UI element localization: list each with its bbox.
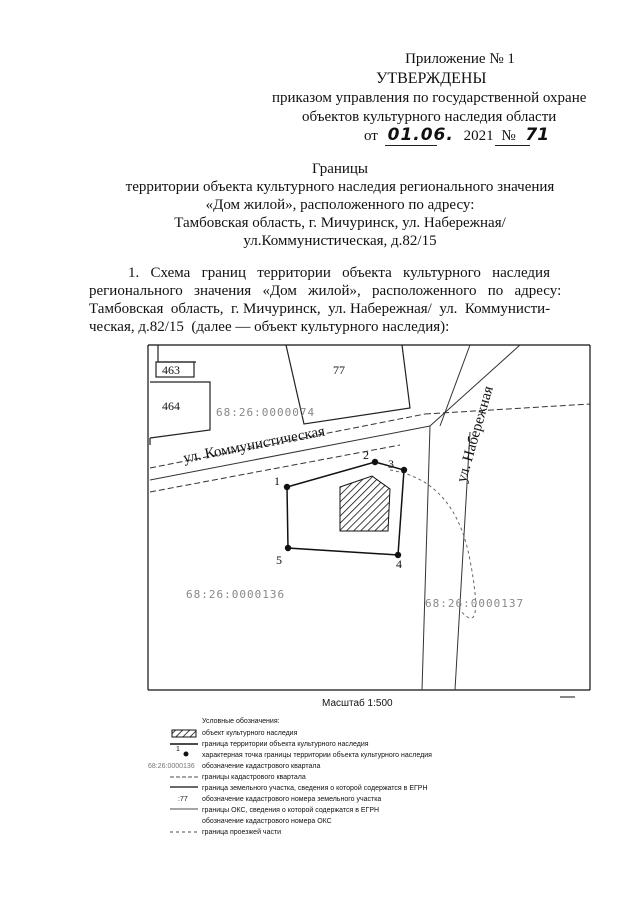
- cadastral-quarter-top: 68:26:0000074: [216, 406, 316, 419]
- legend-item-8: границы ОКС, сведения о которой содержатся в ЕГРН: [202, 807, 380, 814]
- map-scale: Масштаб 1:500: [322, 698, 393, 709]
- legend-symbol-1: 1: [176, 746, 180, 753]
- legend-symbols: [170, 730, 198, 832]
- title-line-5: ул.Коммунистическая, д.82/15: [243, 233, 437, 249]
- boundary-point-5: [285, 545, 291, 551]
- legend-symbol-quarter: 68:26:0000136: [148, 763, 195, 770]
- paragraph-line-3: Тамбовская область, г. Мичуринск, ул. Набережная/ ул. Коммунисти-: [89, 301, 551, 317]
- title-line-4: Тамбовская область, г. Мичуринск, ул. Набережная/: [174, 215, 506, 231]
- paragraph-line-2: регионального значения «Дом жилой», расположенного по адресу:: [89, 283, 562, 299]
- neighbour-parcels: [150, 345, 410, 445]
- boundary-point-1: [284, 484, 290, 490]
- legend-item-6: граница земельного участка, сведения о которой содержатся в ЕГРН: [202, 785, 428, 792]
- legend-title: Условные обозначения:: [202, 718, 280, 725]
- order-line-2: объектов культурного наследия области: [302, 109, 557, 125]
- legend-symbol-parcel-number: :77: [178, 796, 188, 803]
- legend-symbol-point: [184, 752, 188, 756]
- point-label-2: 2: [363, 448, 369, 462]
- parcel-label-464: 464: [162, 399, 180, 413]
- street-label-naberezhnaya: ул. Набережная: [454, 384, 497, 485]
- point-label-3: 3: [388, 457, 394, 471]
- order-line-1: приказом управления по государственной охране: [272, 90, 587, 106]
- legend-item-10: граница проезжей части: [202, 829, 282, 836]
- point-label-5: 5: [276, 553, 282, 567]
- legend-item-4: обозначение кадастрового квартала: [202, 763, 321, 770]
- cadastral-quarter-right: 68:26:0000137: [425, 597, 525, 610]
- year-label: 2021: [463, 128, 494, 144]
- appendix-label: Приложение № 1: [405, 51, 515, 67]
- legend-item-5: границы кадастрового квартала: [202, 774, 306, 781]
- cadastral-quarter-left: 68:26:0000136: [186, 588, 286, 601]
- heritage-building: [340, 476, 390, 531]
- parcel-label-463: 463: [162, 363, 180, 377]
- street-label-kommunisticheskaya: ул. Коммунистическая: [182, 423, 327, 467]
- paragraph-line-1: 1. Схема границ территории объекта культурного наследия: [128, 265, 550, 281]
- legend-item-1: объект культурного наследия: [202, 730, 298, 737]
- paragraph-line-4: ческая, д.82/15 (далее — объект культурного наследия):: [89, 319, 450, 335]
- boundary-point-2: [372, 459, 378, 465]
- number-sign: №: [501, 128, 516, 144]
- title-line-3: «Дом жилой», расположенного по адресу:: [205, 197, 475, 213]
- handwritten-date: 01.06.: [387, 125, 454, 145]
- handwritten-number: 71: [525, 125, 550, 145]
- point-label-4: 4: [396, 557, 402, 571]
- title-line-2: территории объекта культурного наследия регионального значения: [125, 179, 555, 195]
- legend-item-3: характерная точка границы территории объекта культурного наследия: [202, 752, 432, 759]
- legend-item-2: граница территории объекта культурного наследия: [202, 741, 369, 748]
- point-label-1: 1: [274, 474, 280, 488]
- parcel-label-77: 77: [333, 363, 345, 377]
- boundary-point-3: [401, 467, 407, 473]
- title-line-1: Границы: [311, 161, 369, 177]
- legend-item-7: обозначение кадастрового номера земельного участка: [202, 796, 382, 803]
- from-label: от: [364, 128, 378, 144]
- approved-label: УТВЕРЖДЕНЫ: [376, 70, 487, 87]
- legend-item-9: обозначение кадастрового номера ОКС: [202, 818, 332, 825]
- legend-symbol-heritage: [172, 730, 196, 737]
- quarter-boundaries: [150, 345, 520, 690]
